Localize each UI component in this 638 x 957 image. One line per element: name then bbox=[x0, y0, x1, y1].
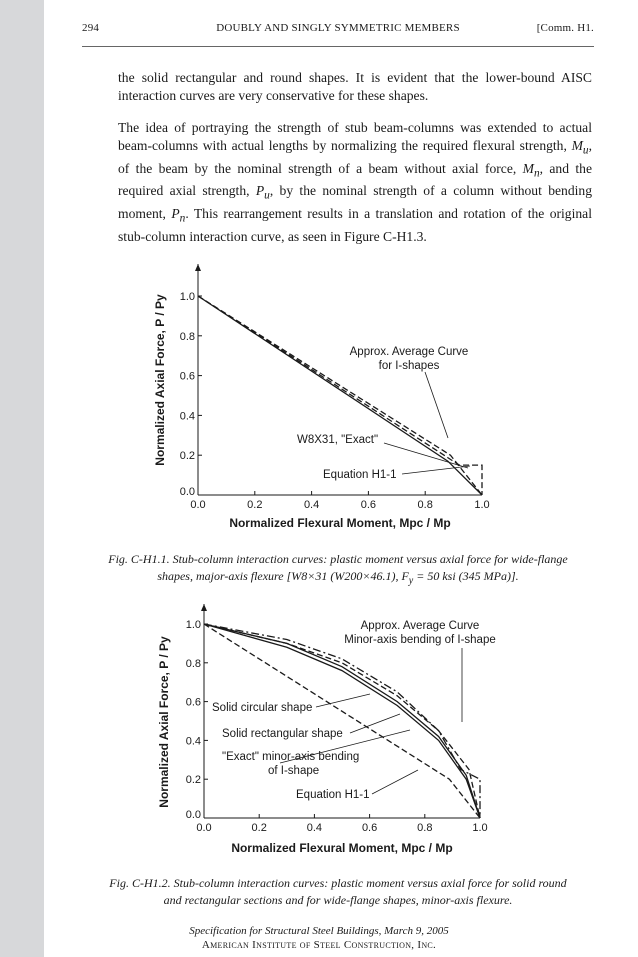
annotation-approx-average-line1: Approx. Average Curve bbox=[349, 346, 469, 358]
paragraph-1: the solid rectangular and round shapes. It is evident that the lower-bound AISC interaction curves are very conservative for these shapes. bbox=[118, 70, 592, 103]
y-tick-label: 0.2 bbox=[185, 774, 201, 787]
figure-1-caption bbox=[82, 551, 594, 589]
y-tick-label: 0.4 bbox=[185, 735, 201, 748]
y-tick-label: 0.4 bbox=[179, 410, 195, 423]
y-tick-label: 0.6 bbox=[185, 696, 201, 709]
annotation-equation-h1-1: Equation H1-1 bbox=[323, 469, 397, 481]
x-tick-label: 1.0 bbox=[474, 499, 490, 511]
symbol-Mu: M bbox=[571, 138, 583, 153]
page-number: 294 bbox=[82, 22, 100, 34]
subscript: u bbox=[264, 190, 270, 203]
series-equation-h1-1 bbox=[198, 296, 482, 495]
y-tick-label: 1.0 bbox=[185, 619, 201, 631]
para-text: , by the nominal strength of a column without bending moment, bbox=[118, 183, 592, 222]
symbol-Mn: M bbox=[522, 160, 534, 176]
x-tick-label: 0.0 bbox=[190, 499, 206, 511]
section-reference: [Comm. H1. bbox=[536, 22, 594, 34]
y-axis-arrow bbox=[201, 604, 207, 611]
annotation-approx-average-line2: Minor-axis bending of I-shape bbox=[344, 634, 496, 646]
annotation-approx-average-line1: Approx. Average Curve bbox=[360, 620, 480, 632]
y-tick-label: 1.0 bbox=[179, 291, 195, 303]
caption-line: and rectangular sections and for wide-flange shapes, minor-axis flexure. bbox=[163, 893, 513, 907]
y-tick-label: 0.0 bbox=[179, 486, 195, 498]
x-tick-label: 0.2 bbox=[247, 499, 263, 511]
y-tick-label: 0.8 bbox=[185, 657, 201, 670]
figure-2-caption bbox=[82, 875, 594, 909]
y-tick-label: 0.2 bbox=[179, 450, 195, 463]
annotation-solid-circular: Solid circular shape bbox=[212, 702, 313, 714]
x-tick-label: 0.8 bbox=[417, 822, 433, 834]
leader-line bbox=[350, 714, 400, 733]
para-text: , of the beam by the nominal strength of a beam without axial force, bbox=[118, 138, 592, 176]
leader-line bbox=[372, 770, 418, 794]
caption-line: Fig. C-H1.2. Stub-column interaction curves: plastic moment versus axial force for solid round bbox=[109, 876, 567, 890]
series-w8x31-exact bbox=[198, 296, 482, 495]
x-axis-label: Normalized Flexural Moment, Mpc / Mp bbox=[231, 841, 453, 855]
running-title: DOUBLY AND SINGLY SYMMETRIC MEMBERS bbox=[216, 22, 460, 34]
leader-line bbox=[316, 694, 370, 707]
x-axis-label: Normalized Flexural Moment, Mpc / Mp bbox=[229, 516, 451, 530]
x-tick-label: 0.6 bbox=[361, 822, 378, 834]
chart-figure-1 bbox=[153, 264, 490, 530]
annotation-equation-h1-1: Equation H1-1 bbox=[296, 789, 370, 801]
caption-subscript: y bbox=[408, 575, 414, 587]
subscript: n bbox=[533, 167, 540, 180]
x-tick-label: 0.4 bbox=[303, 499, 320, 511]
x-tick-label: 0.4 bbox=[306, 822, 323, 834]
x-tick-label: 0.6 bbox=[360, 499, 377, 511]
x-tick-label: 0.0 bbox=[196, 822, 212, 834]
caption-line-end: = 50 ksi (345 MPa)]. bbox=[413, 569, 519, 583]
y-axis-label: Normalized Axial Force, P / Py bbox=[157, 636, 171, 808]
y-tick-label: 0.6 bbox=[179, 370, 195, 383]
annotation-w8x31-exact: W8X31, "Exact" bbox=[297, 434, 379, 446]
para-text: , and the required axial strength, bbox=[118, 160, 592, 199]
annotation-solid-rectangular: Solid rectangular shape bbox=[222, 728, 343, 740]
footer-spec: Specification for Structural Steel Buildings, March 9, 2005 bbox=[189, 925, 449, 937]
caption-line: Fig. C-H1.1. Stub-column interaction curves: plastic moment versus axial force for wide-flange bbox=[108, 552, 568, 566]
leader-line bbox=[425, 372, 448, 438]
y-axis-label: Normalized Axial Force, P / Py bbox=[153, 294, 167, 466]
footer-publisher: American Institute of Steel Construction, Inc. bbox=[201, 939, 437, 951]
para-text: The idea of portraying the strength of stub beam-columns was extended to actual beam-columns with actual lengths by normalizing the required flexural strength, bbox=[118, 120, 592, 153]
caption-line: shapes, major-axis flexure [W8×31 (W200×46.1), F bbox=[157, 569, 409, 583]
y-tick-label: 0.8 bbox=[179, 330, 195, 343]
x-tick-label: 0.8 bbox=[417, 499, 433, 511]
x-tick-label: 0.2 bbox=[251, 822, 267, 834]
series-approx-average-curve-for-i-shapes bbox=[198, 296, 482, 495]
annotation-approx-average-line2: for I-shapes bbox=[378, 360, 440, 372]
annotation-exact-minor-line2: of I-shape bbox=[268, 765, 320, 777]
y-axis-arrow bbox=[195, 264, 201, 271]
chart-figure-2 bbox=[157, 604, 496, 855]
para-text: . This rearrangement results in a translation and rotation of the original stub-column interaction curve, as seen in Figure C-H1.3. bbox=[118, 206, 592, 244]
symbol-Pu: P bbox=[255, 183, 265, 199]
subscript: n bbox=[179, 212, 186, 225]
x-tick-label: 1.0 bbox=[472, 822, 488, 834]
symbol-Pn: P bbox=[171, 206, 180, 222]
subscript: u bbox=[582, 144, 589, 157]
y-tick-label: 0.0 bbox=[185, 809, 201, 821]
annotation-exact-minor-line1: "Exact" minor-axis bending bbox=[222, 751, 360, 763]
